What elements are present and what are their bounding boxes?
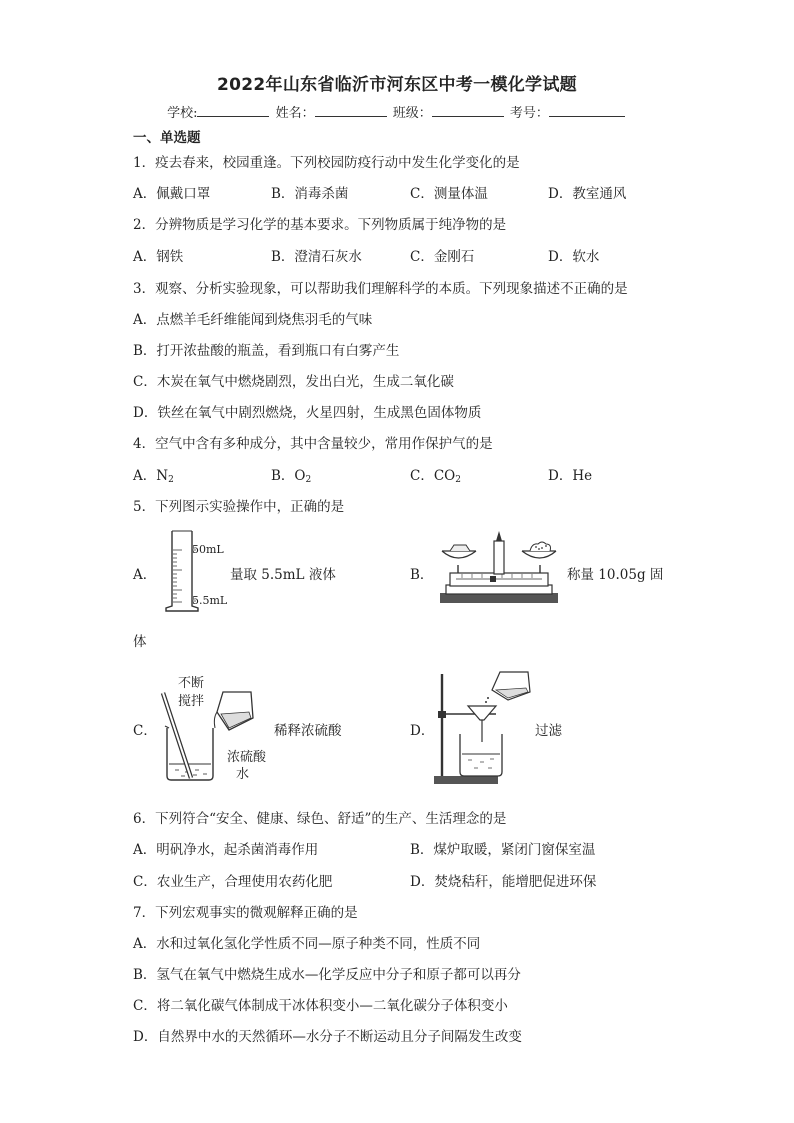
q7-option-a: A．水和过氧化氢化学性质不同—原子种类不同，性质不同 [133,936,481,952]
q6-stem: 6．下列符合“安全、健康、绿色、舒适”的生产、生活理念的是 [133,811,507,827]
q1-option-c: C．测量体温 [410,186,488,202]
q6-option-a: A．明矾净水，起杀菌消毒作用 [133,842,319,858]
school-label: 学校: [167,106,198,121]
q4-stem: 4．空气中含有多种成分，其中含量较少，常用作保护气的是 [133,436,493,452]
class-blank [432,104,504,117]
q7-option-b: B．氢气在氧气中燃烧生成水—化学反应中分子和原子都可以再分 [133,967,521,983]
q5-option-b-caption: 称量 10.05g 固 [567,567,664,583]
student-info-line [0,102,794,121]
q3-option-c: C．木炭在氧气中燃烧剧烈，发出白光，生成二氧化碳 [133,374,454,390]
q4-option-c [410,464,461,485]
exam-no-blank [549,104,625,117]
q4-option-d [548,464,592,485]
water-label: 水 [236,767,250,782]
balance-scale-figure [438,527,560,607]
q1-stem: 1．疫去春来，校园重逢。下列校园防疫行动中发生化学变化的是 [133,155,520,171]
filtration-figure [432,668,536,788]
stir-label-line2: 搅拌 [178,694,205,709]
q6-option-d: D．焚烧秸秆，能增肥促进环保 [410,874,597,890]
q2-option-c: C．金刚石 [410,249,475,265]
q4-option-a [133,464,174,485]
class-label: 班级： [392,106,432,121]
q4-option-c-text: C．CO [410,468,456,484]
q4-option-d-text: D．He [548,468,593,484]
stir-label-line1: 不断 [178,676,205,691]
q1-option-d: D．教室通风 [548,186,627,202]
q3-option-d: D．铁丝在氧气中剧烈燃烧，火星四射，生成黑色固体物质 [133,405,482,421]
q4-option-b [271,464,311,485]
q4-option-a-subscript: 2 [168,475,174,485]
q2-stem: 2．分辨物质是学习化学的基本要求。下列物质属于纯净物的是 [133,217,507,233]
q7-stem: 7．下列宏观事实的微观解释正确的是 [133,905,358,921]
q5-stem: 5．下列图示实验操作中，正确的是 [133,499,345,515]
q3-option-b: B．打开浓盐酸的瓶盖，看到瓶口有白雾产生 [133,343,400,359]
q4-option-b-text: B．O [271,468,306,484]
name-label: 姓名： [275,106,315,121]
q7-option-c: C．将二氧化碳气体制成干冰体积变小—二氧化碳分子体积变小 [133,998,508,1014]
q5-option-c-letter: C． [133,723,157,739]
q5-option-a-letter: A． [133,567,157,583]
cylinder-mark-top: 50mL [192,543,224,556]
q4-option-a-text: A．N [133,468,169,484]
cylinder-mark-bottom: 5.5mL [192,594,228,607]
school-blank [197,104,269,117]
q1-option-a: A．佩戴口罩 [133,186,211,202]
q7-option-d: D．自然界中水的天然循环—水分子不断运动且分子间隔发生改变 [133,1029,522,1045]
q5-option-d-letter: D． [410,723,435,739]
page-title: 2022年山东省临沂市河东区中考一模化学试题 [217,75,577,95]
q3-stem: 3．观察、分析实验现象，可以帮助我们理解科学的本质。下列现象描述不正确的是 [133,281,628,297]
q5-option-d-caption: 过滤 [535,723,562,739]
q5-option-b-letter: B． [410,567,434,583]
acid-label: 浓硫酸 [227,750,267,765]
name-blank [315,104,387,117]
q6-option-c: C．农业生产，合理使用农药化肥 [133,874,333,890]
q5-option-a-caption: 量取 5.5mL 液体 [230,567,336,583]
q5-option-c-caption: 稀释浓硫酸 [274,723,342,739]
q2-option-d: D．软水 [548,249,600,265]
q2-option-a: A．钢铁 [133,249,184,265]
q5-option-b-caption-cont: 体 [133,634,147,650]
q1-option-b: B．消毒杀菌 [271,186,349,202]
exam-no-label: 考号： [509,106,549,121]
q2-option-b: B．澄清石灰水 [271,249,362,265]
q3-option-a: A．点燃羊毛纤维能闻到烧焦羽毛的气味 [133,312,373,328]
q4-option-b-subscript: 2 [305,475,312,485]
q6-option-b: B．煤炉取暖，紧闭门窗保室温 [410,842,596,858]
section-heading: 一、单选题 [133,130,201,146]
q4-option-c-subscript: 2 [455,475,461,485]
